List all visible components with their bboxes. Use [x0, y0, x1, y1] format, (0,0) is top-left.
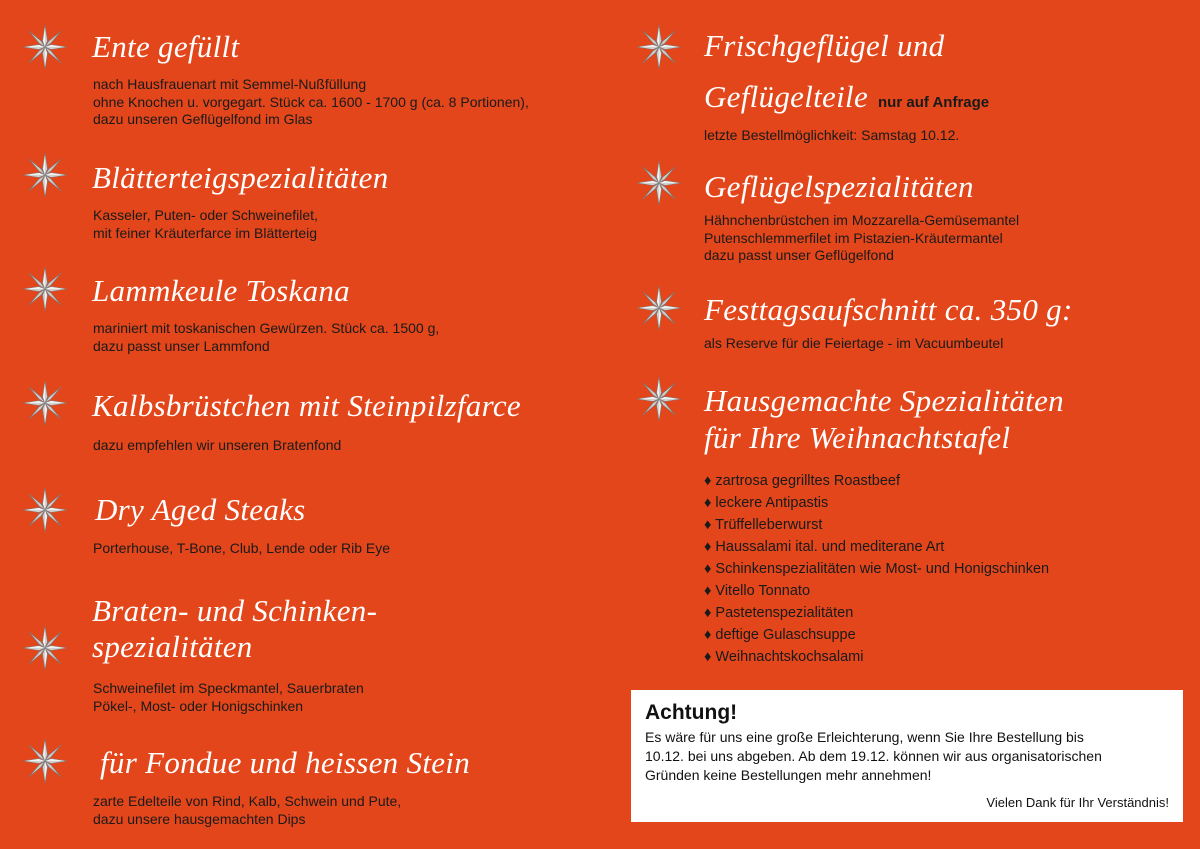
star-icon	[22, 380, 68, 426]
list-item: ♦ Schinkenspezialitäten wie Most- und Honigschinken	[704, 561, 1050, 577]
star-icon	[22, 24, 68, 70]
star-icon	[22, 487, 68, 533]
star-icon	[22, 152, 68, 198]
item-title-line1: Braten- und Schinken-	[92, 593, 378, 628]
item-description: Porterhouse, T-Bone, Club, Lende oder Rib Eye	[93, 540, 391, 556]
list-item: ♦ Trüffelleberwurst	[704, 517, 823, 533]
item-title: Festtagsaufschnitt ca. 350 g:	[704, 292, 1073, 327]
item-description: Kasseler, Puten- oder Schweinefilet, mit feiner Kräuterfarce im Blätterteig	[93, 207, 318, 241]
item-title-line1: Frischgeflügel und	[704, 28, 945, 63]
list-item: ♦ leckere Antipastis	[704, 495, 829, 511]
notice-thanks: Vielen Dank für Ihr Verständnis!	[986, 795, 1169, 810]
item-title-line2: für Ihre Weihnachtstafel	[704, 420, 1011, 455]
specialties-list	[704, 470, 1049, 668]
star-icon	[22, 625, 68, 671]
list-item: ♦ zartrosa gegrilltes Roastbeef	[704, 473, 900, 489]
list-item: ♦ Haussalami ital. und mediterane Art	[704, 539, 945, 555]
list-item: ♦ deftige Gulaschsuppe	[704, 627, 856, 643]
item-title: Dry Aged Steaks	[95, 492, 306, 527]
list-item: ♦ Pastetenspezialitäten	[704, 605, 854, 621]
star-icon	[636, 160, 682, 206]
item-description: mariniert mit toskanischen Gewürzen. Stück ca. 1500 g, dazu passt unser Lammfond	[93, 320, 440, 354]
item-description: Hähnchenbrüstchen im Mozzarella-Gemüsemantel Putenschlemmerfilet im Pistazien-Kräutermantel dazu passt unser Geflügelfond	[704, 212, 1020, 263]
item-title-line1: Hausgemachte Spezialitäten	[704, 383, 1064, 418]
item-title: Blätterteigspezialitäten	[92, 160, 389, 195]
item-title: Lammkeule Toskana	[92, 273, 350, 308]
item-description: als Reserve für die Feiertage - im Vacuumbeutel	[704, 335, 1004, 351]
item-description: nach Hausfrauenart mit Semmel-Nußfüllung ohne Knochen u. vorgegart. Stück ca. 1600 - 1700 g (ca. 8 Portionen), dazu unseren Geflügelfond im Glas	[93, 76, 529, 127]
item-title: Kalbsbrüstchen mit Steinpilzfarce	[92, 388, 521, 423]
item-description: letzte Bestellmöglichkeit: Samstag 10.12.	[704, 127, 960, 143]
notice-text: Es wäre für uns eine große Erleichterung, wenn Sie Ihre Bestellung bis 10.12. bei uns abgeben. Ab dem 19.12. können wir aus organisatorischen Gründen keine Bestellungen mehr annehmen!	[645, 729, 1102, 783]
item-description: Schweinefilet im Speckmantel, Sauerbraten Pökel-, Most- oder Honigschinken	[93, 680, 364, 714]
notice-heading: Achtung!	[645, 701, 738, 724]
star-icon	[636, 24, 682, 70]
star-icon	[636, 376, 682, 422]
request-note: nur auf Anfrage	[878, 94, 990, 111]
star-icon	[22, 266, 68, 312]
item-description: dazu empfehlen wir unseren Bratenfond	[93, 437, 342, 453]
item-title-line2: spezialitäten	[92, 629, 253, 664]
item-title-line2: Geflügelteile nur auf Anfrage	[704, 79, 990, 114]
list-item: ♦ Vitello Tonnato	[704, 583, 811, 599]
item-description: zarte Edelteile von Rind, Kalb, Schwein und Pute, dazu unsere hausgemachten Dips	[93, 793, 402, 827]
notice-box	[631, 690, 1183, 822]
star-icon	[636, 285, 682, 331]
item-title: Geflügelspezialitäten	[704, 169, 974, 204]
item-title: für Fondue und heissen Stein	[100, 745, 471, 780]
star-icon	[22, 738, 68, 784]
list-item: ♦ Weihnachtskochsalami	[704, 649, 864, 665]
item-title: Ente gefüllt	[92, 29, 240, 64]
